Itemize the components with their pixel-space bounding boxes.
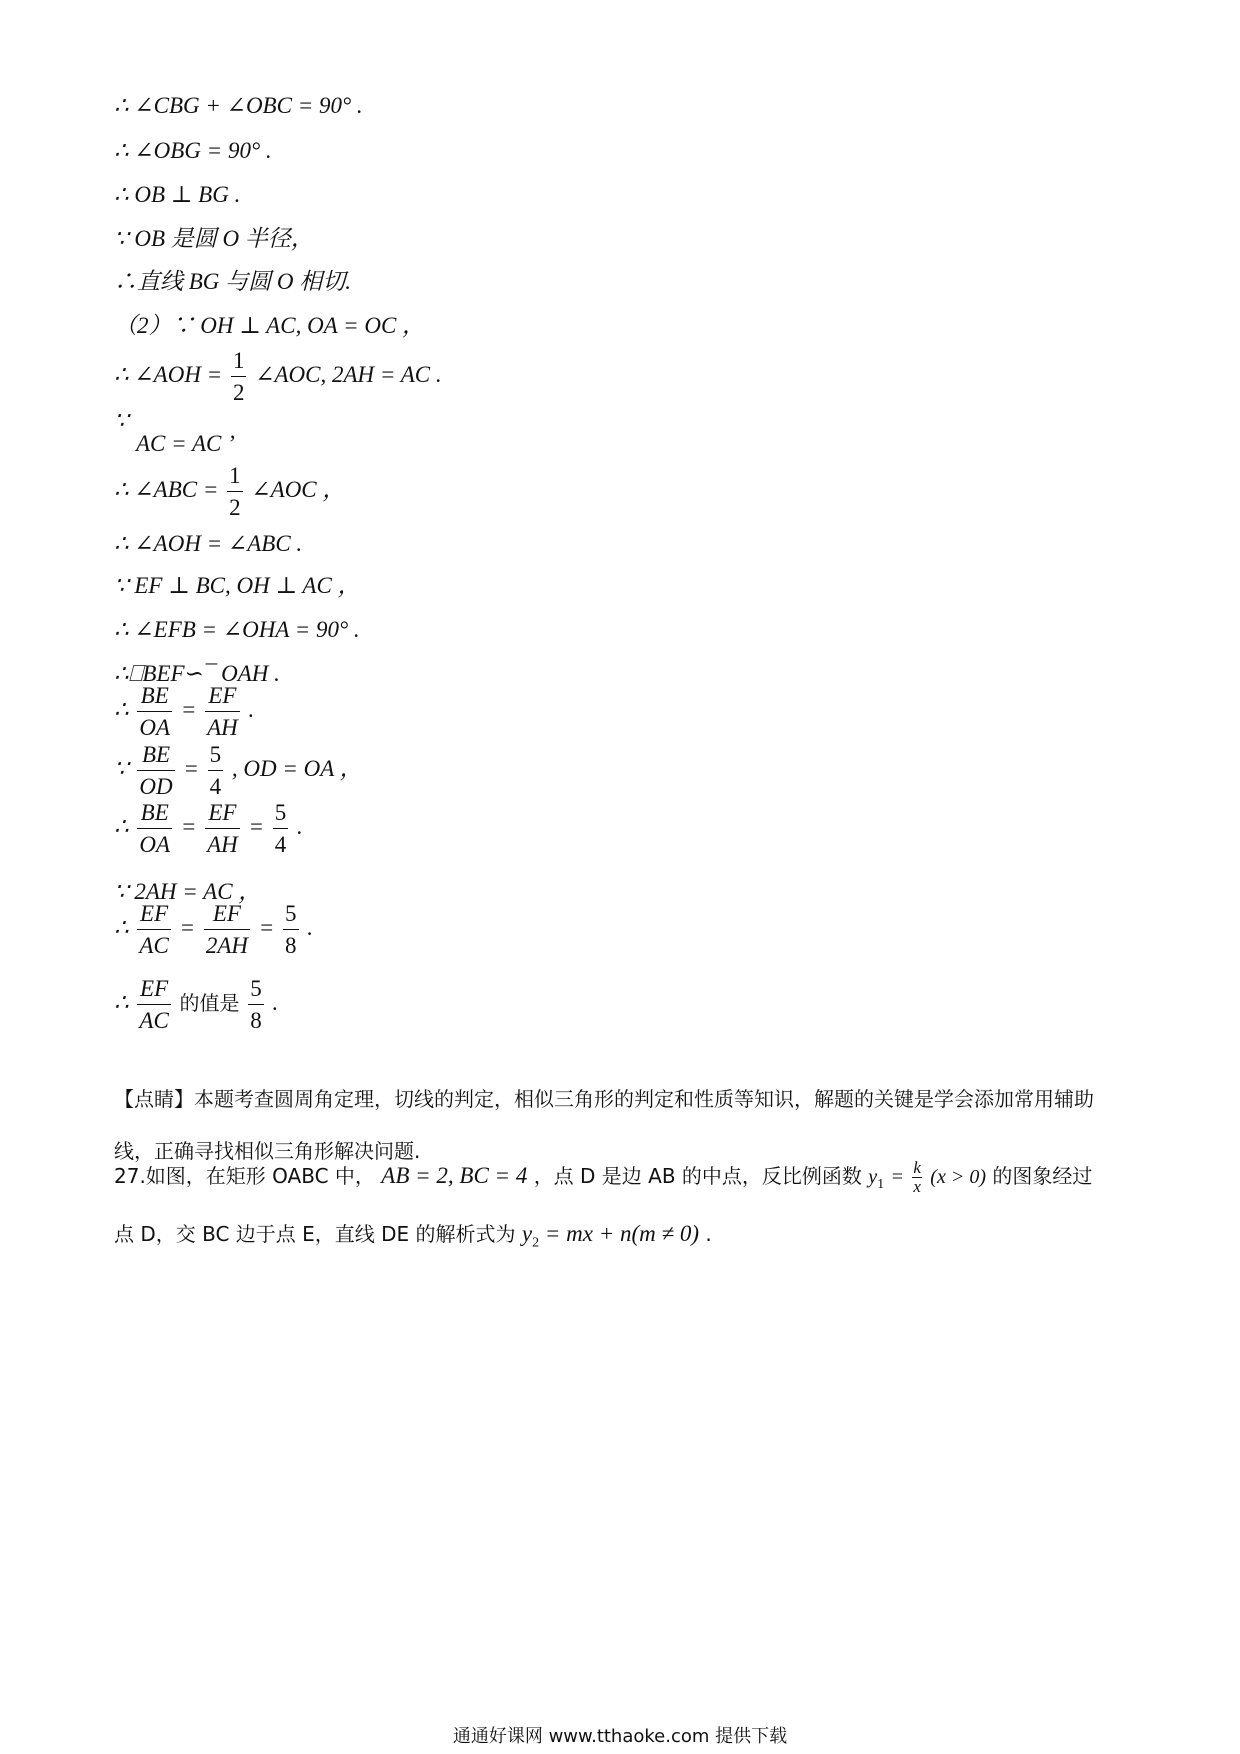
denominator: OA <box>139 715 171 740</box>
text: ∴ <box>114 813 129 839</box>
fraction <box>248 973 264 1036</box>
fraction <box>137 680 172 743</box>
text: ∵ <box>114 755 129 781</box>
denominator: x <box>913 1177 921 1196</box>
numerator: 5 <box>248 973 264 1005</box>
text: ∠AOC, 2AH = AC . <box>255 361 442 387</box>
text: ∠AOC ， <box>251 476 346 502</box>
fraction <box>137 797 172 860</box>
given-values: AB = 2, BC = 4 <box>381 1163 528 1188</box>
text: ∴ ∠AOH = <box>114 361 223 387</box>
step-line: ∵ <box>114 408 129 433</box>
step-line-fraction <box>114 739 363 802</box>
numerator: BE <box>137 797 172 829</box>
expression: = mx + n(m ≠ 0) <box>544 1221 700 1246</box>
numerator: k <box>913 1158 921 1177</box>
step-line-fraction <box>114 345 442 408</box>
step-line: ∵ OB 是圆 O 半径， <box>114 226 314 251</box>
line-equation <box>521 1221 700 1251</box>
text: 27.如图，在矩形 OABC 中， <box>114 1164 375 1188</box>
fraction <box>204 898 250 961</box>
problem-line <box>114 1214 712 1264</box>
fraction <box>205 797 240 860</box>
numerator: 1 <box>231 345 247 377</box>
numerator: 1 <box>227 460 243 492</box>
step-line: ∴ ∠EFB = ∠OHA = 90° . <box>114 617 360 642</box>
numerator: EF <box>204 898 250 930</box>
step-line: （2）∵ OH ⊥ AC, OA = OC ， <box>114 313 426 338</box>
fraction <box>137 973 170 1036</box>
step-line: ∴ ∠AOH = ∠ABC . <box>114 531 303 556</box>
denominator: 4 <box>209 774 222 799</box>
text: = <box>180 696 197 722</box>
subscript: 2 <box>532 1235 540 1251</box>
arc-statement: AC = AC ’ <box>136 431 235 456</box>
text: . <box>297 813 303 839</box>
function-name <box>868 1166 885 1192</box>
text: = <box>248 813 265 839</box>
text: . <box>272 989 279 1015</box>
step-line-fraction <box>114 973 278 1036</box>
fraction <box>137 739 174 802</box>
step-line: ∴ OB ⊥ BG . <box>114 182 241 207</box>
text: = <box>180 813 197 839</box>
step-line: ∵ EF ⊥ BC, OH ⊥ AC ， <box>114 573 361 598</box>
step-line-fraction <box>114 898 313 961</box>
denominator: 2 <box>229 495 241 520</box>
step-line: ∴直线 BG 与圆 O 相切. <box>114 269 352 294</box>
text: . <box>705 1222 712 1246</box>
step-line-fraction <box>114 460 345 523</box>
fraction <box>208 739 224 802</box>
denominator: 4 <box>274 832 287 857</box>
denominator: AC <box>139 933 169 958</box>
text: ∴ <box>114 989 129 1015</box>
text: 点 D，交 BC 边于点 E，直线 DE 的解析式为 <box>114 1222 516 1246</box>
fraction <box>912 1159 922 1196</box>
text: 的值是 <box>179 990 240 1015</box>
numerator: 5 <box>208 739 224 771</box>
problem-line <box>114 1156 1092 1205</box>
numerator: BE <box>137 739 174 771</box>
domain-condition: (x > 0) <box>930 1166 986 1188</box>
step-line: ∴ ∠CBG + ∠OBC = 90° . <box>114 93 363 118</box>
y-symbol: y <box>868 1166 878 1188</box>
denominator: AC <box>139 1008 169 1033</box>
text: ∴ ∠ABC = <box>114 476 219 502</box>
denominator: 8 <box>250 1008 262 1033</box>
text: ∴ <box>114 696 129 722</box>
numerator: BE <box>137 680 172 712</box>
denominator: AH <box>207 832 238 857</box>
fraction <box>273 797 289 860</box>
fraction <box>231 345 247 408</box>
step-line-fraction <box>114 797 303 860</box>
text: . <box>307 914 314 940</box>
text: . <box>248 696 255 722</box>
step-line: ∴ ∠OBG = 90° . <box>114 138 272 163</box>
denominator: OD <box>139 774 173 799</box>
numerator: 5 <box>283 898 299 930</box>
step-line: ∴⎕BEF∽¯ OAH . <box>114 661 280 686</box>
text: = <box>179 914 196 940</box>
y-symbol: y <box>521 1221 533 1246</box>
numerator: EF <box>205 680 240 712</box>
numerator: EF <box>205 797 240 829</box>
fraction <box>205 680 240 743</box>
step-line-fraction <box>114 680 254 743</box>
denominator: 2 <box>232 380 245 405</box>
text: ∴ <box>114 914 129 940</box>
numerator: EF <box>137 898 170 930</box>
fraction <box>283 898 299 961</box>
text: = <box>183 755 199 781</box>
denominator: 8 <box>285 933 297 958</box>
fraction <box>227 460 243 523</box>
numerator: 5 <box>273 797 289 829</box>
text: 的图象经过 <box>992 1164 1093 1188</box>
text: = <box>258 914 275 940</box>
text: ，点 D 是边 AB 的中点，反比例函数 <box>533 1164 862 1188</box>
denominator: 2AH <box>205 933 248 958</box>
equals: = <box>890 1166 905 1188</box>
footer-watermark: 通通好课网 www.tthaoke.com 提供下载 <box>452 1726 788 1747</box>
text: , OD = OA ， <box>231 755 363 781</box>
denominator: OA <box>139 832 171 857</box>
numerator: EF <box>137 973 170 1005</box>
fraction <box>137 898 170 961</box>
subscript: 1 <box>877 1177 885 1192</box>
denominator: AH <box>207 715 238 740</box>
key-point-comment: 【点睛】本题考查圆周角定理，切线的判定，相似三角形的判定和性质等知识，解题的关键是学会添加常用辅助线，正确寻找相似三角形解决问题. <box>114 1087 1094 1163</box>
step-line: ∵ 2AH = AC ， <box>114 879 262 904</box>
